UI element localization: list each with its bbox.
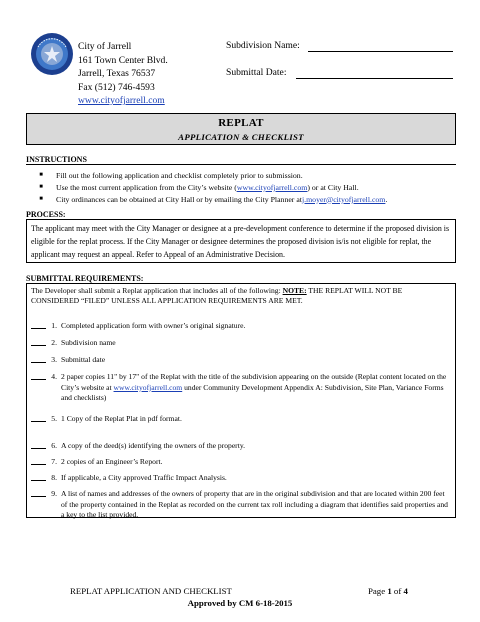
requirement-item: 4. 2 paper copies 11" by 17" of the Replat with the title of the subdivision appearing on the outside (Replat content located on the City’s website at www.cityofjarrell.com under Community Development Appendix A: Subdivision, Site Plan, Variance Forms and checklists) xyxy=(31,372,451,404)
submittal-date-field[interactable] xyxy=(296,78,453,79)
website-link[interactable]: www.cityofjarrell.com xyxy=(78,95,165,106)
requirement-item: 2. Subdivision name xyxy=(31,338,451,349)
subdivision-name-label: Subdivision Name: xyxy=(226,40,300,51)
city-address-block xyxy=(78,40,168,108)
fax-number: Fax (512) 746-4593 xyxy=(78,81,155,93)
requirement-item: 8. If applicable, a City approved Traffic Impact Analysis. xyxy=(31,473,451,484)
submittal-date-label: Submittal Date: xyxy=(226,67,287,78)
form-title-box xyxy=(26,113,456,145)
process-heading: PROCESS: xyxy=(26,210,66,219)
checkbox-blank[interactable] xyxy=(31,355,46,363)
instructions-divider xyxy=(26,164,456,165)
submittal-box xyxy=(26,283,456,518)
bullet-icon: ■ xyxy=(39,172,43,178)
instructions-heading: INSTRUCTIONS xyxy=(26,155,87,164)
list-item: ■ Fill out the following application and checklist completely prior to submission. xyxy=(26,169,456,181)
bullet-icon: ■ xyxy=(39,184,43,190)
process-box xyxy=(26,219,456,263)
requirement-item: 7. 2 copies of an Engineer’s Report. xyxy=(31,457,451,468)
submittal-heading: SUBMITTAL REQUIREMENTS: xyxy=(26,274,144,283)
bullet-icon: ■ xyxy=(39,196,43,202)
checkbox-blank[interactable] xyxy=(31,473,46,481)
footer-document-title: REPLAT APPLICATION AND CHECKLIST xyxy=(70,586,232,596)
list-item: ■ City ordinances can be obtained at City Hall or by emailing the City Planner at j.moyer@cityofjarrell.com . xyxy=(26,193,456,205)
city-name: City of Jarrell xyxy=(78,41,132,52)
footer-approval: Approved by CM 6-18-2015 xyxy=(187,598,293,608)
city-state-zip: Jarrell, Texas 76537 xyxy=(78,68,156,79)
instructions-list xyxy=(26,169,456,205)
submittal-intro: The Developer shall submit a Replat application that includes all of the following: NOTE: THE REPLAT WILL NOT BE CONSIDERED “FILED” UNLESS ALL APPLICATION REQUIREMENTS ARE MET. xyxy=(31,286,403,305)
website-link[interactable]: www.cityofjarrell.com xyxy=(236,182,308,192)
checkbox-blank[interactable] xyxy=(31,372,46,380)
requirement-item: 3. Submittal date xyxy=(31,355,451,366)
city-seal-icon xyxy=(30,32,74,76)
street-address: 161 Town Center Blvd. xyxy=(78,54,168,66)
checkbox-blank[interactable] xyxy=(31,441,46,449)
list-item: ■ Use the most current application from the City’s website ( www.cityofjarrell.com ) or at City Hall. xyxy=(26,181,456,193)
checkbox-blank[interactable] xyxy=(31,414,46,422)
requirement-item: 5. 1 Copy of the Replat Plat in pdf format. xyxy=(31,414,451,425)
footer-page-number: Page 1 of 4 xyxy=(368,586,408,596)
requirement-item: 1. Completed application form with owner’s original signature. xyxy=(31,321,451,332)
form-title: REPLAT xyxy=(218,117,264,129)
requirement-item: 9. A list of names and addresses of the owners of property that are in the original subdivision and that are located within 200 feet of the property contained in the Replat as recorded on the current tax roll including a diagram that identifies said properties and a key to the list provided. xyxy=(31,489,451,521)
requirement-item: 6. A copy of the deed(s) identifying the owners of the property. xyxy=(31,441,451,452)
process-text: The applicant may meet with the City Manager or designee at a pre-development conference to determine if the proposed division is eligible for the replat process. If the City Manager or designee determines the proposed division is/is not eligible for replat, the applicant may request an appeal. Refer to Appeal of an Administrative Decision. xyxy=(31,224,450,260)
website-link[interactable]: www.cityofjarrell.com xyxy=(113,382,183,392)
checkbox-blank[interactable] xyxy=(31,457,46,465)
email-link[interactable]: j.moyer@cityofjarrell.com xyxy=(301,194,386,204)
note-label: NOTE: xyxy=(282,286,307,295)
checkbox-blank[interactable] xyxy=(31,489,46,497)
checkbox-blank[interactable] xyxy=(31,321,46,329)
checkbox-blank[interactable] xyxy=(31,338,46,346)
form-subtitle: APPLICATION & CHECKLIST xyxy=(178,132,304,142)
subdivision-name-field[interactable] xyxy=(308,51,453,52)
